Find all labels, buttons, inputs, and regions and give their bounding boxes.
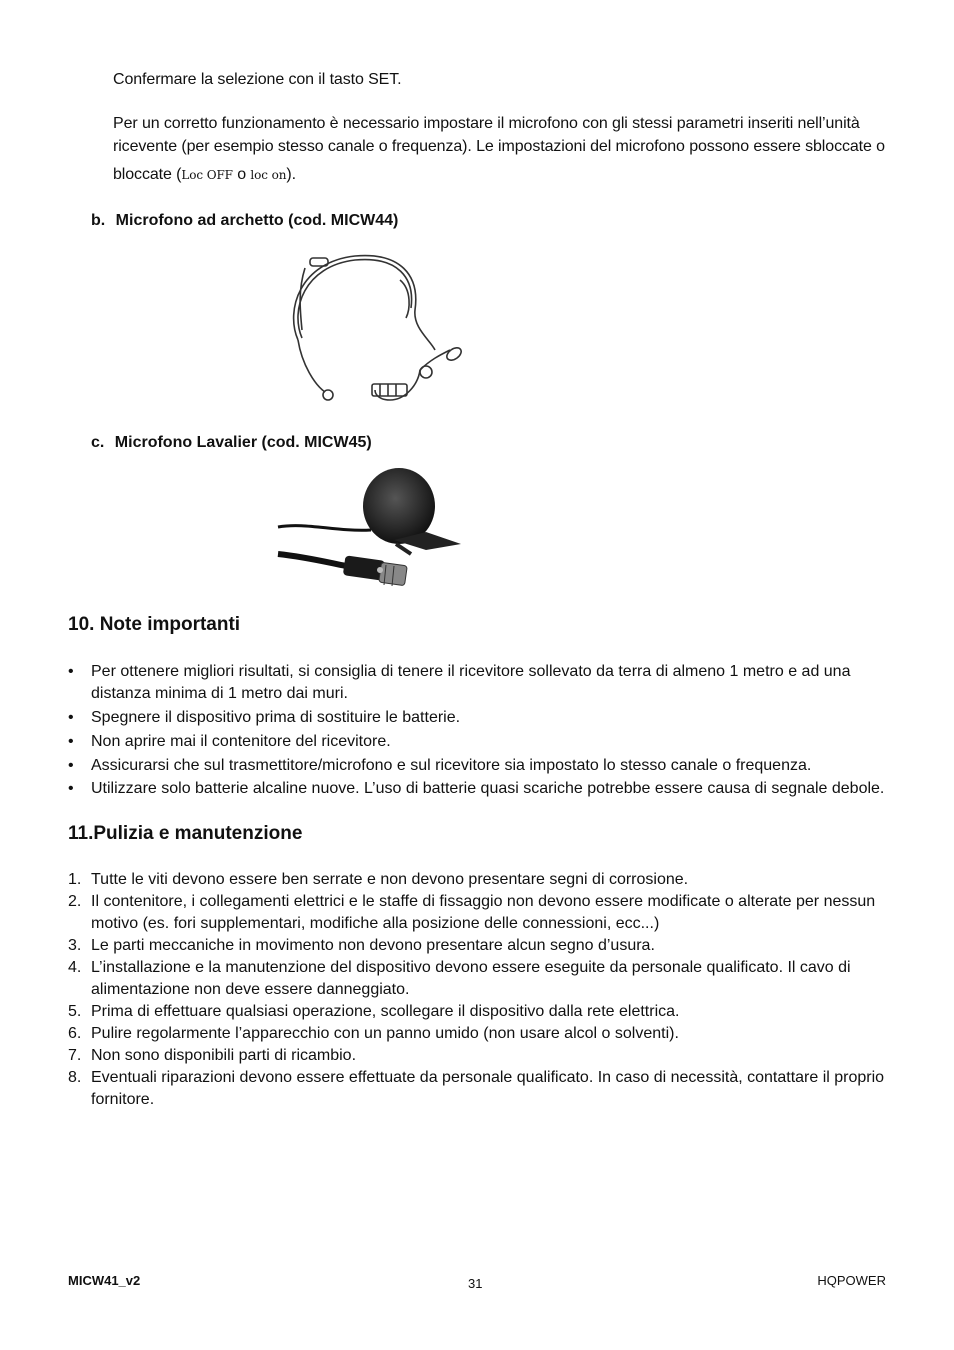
bullet-marker: • [68,733,74,750]
page-number: 31 [468,1276,483,1291]
list-item: • Utilizzare solo batterie alcaline nuove. L’uso di batterie quasi scariche potrebbe essere causa di segnale debole. [68,778,888,800]
section-c-label: c. [91,434,105,451]
lavalier-microphone-image [276,462,466,604]
bullet-marker: • [68,780,74,797]
section-c-title: Microfono Lavalier (cod. MICW45) [114,434,372,451]
item-number: 5. [68,1003,82,1020]
bullet-marker: • [68,757,74,774]
item-number: 2. [68,893,82,910]
section-11-heading: 11.Pulizia e manutenzione [68,823,303,844]
bullet-marker: • [68,663,74,680]
list-item: • Spegnere il dispositivo prima di sostituire le batterie. [68,707,888,729]
section-b-heading [91,212,398,230]
intro-paragraph-main: Per un corretto funzionamento è necessario impostare il microfono con gli stessi parametri inseriti nell’unità ricevente (per esempio stesso canale o frequenza). Le impostazioni del microfono possono essere sbloccate o [113,115,885,155]
list-item: 2. Il contenitore, i collegamenti elettrici e le staffe di fissaggio non devono essere modificate o alterate per nessun motivo (es. fori supplementari, modifiche alla posizione delle connessioni, ecc...) [68,893,876,932]
tail-prefix: bloccate ( [113,166,182,183]
list-item: 4. L’installazione e la manutenzione del dispositivo devono essere eseguite da personale qualificato. Il cavo di alimentazione non deve essere danneggiato. [68,959,851,998]
list-item: 1. Tutte le viti devono essere ben serrate e non devono presentare segni di corrosione. [68,869,888,891]
footer-brand: HQPOWER [817,1273,886,1288]
item-number: 1. [68,871,82,888]
list-item: 8. Eventuali riparazioni devono essere effettuate da personale qualificato. In caso di necessità, contattare il proprio fornitore. [68,1069,885,1108]
section-b-label: b. [91,212,106,229]
item-number: 4. [68,959,82,976]
item-number: 6. [68,1025,82,1042]
section-10-heading: 10. Note importanti [68,614,241,635]
intro-line: Confermare la selezione con il tasto SET. [113,71,402,88]
tail-suffix: ). [286,166,296,183]
tail-conj: o [232,166,251,183]
footer-model: MICW41_v2 [68,1273,141,1288]
important-notes-list [68,661,888,800]
section-b-title: Microfono ad archetto (cod. MICW44) [115,212,399,229]
list-item: • Assicurarsi che sul trasmettitore/microfono e sul ricevitore sia impostato lo stesso canale o frequenza. [68,755,888,777]
loc-off-label: Loc OFF [181,168,233,182]
intro-paragraph [113,112,893,187]
list-item: • Per ottenere migliori risultati, si consiglia di tenere il ricevitore sollevato da terra di almeno 1 metro e ad una distanza minima di 1 metro dai muri. [68,663,851,702]
item-number: 8. [68,1069,82,1086]
list-item: 7. Non sono disponibili parti di ricambio. [68,1045,888,1067]
list-item: 3. Le parti meccaniche in movimento non devono presentare alcun segno d’usura. [68,935,888,957]
section-c-heading [91,434,372,452]
bullet-marker: • [68,709,74,726]
intro-paragraph-tail [113,163,893,187]
item-number: 7. [68,1047,82,1064]
loc-on-label: loc on [250,168,287,182]
list-item: 6. Pulire regolarmente l’apparecchio con un panno umido (non usare alcol o solventi). [68,1023,888,1045]
list-item: • Non aprire mai il contenitore del ricevitore. [68,731,888,753]
item-number: 3. [68,937,82,954]
headset-microphone-image [280,250,470,410]
maintenance-list [68,869,888,1111]
list-item: 5. Prima di effettuare qualsiasi operazione, scollegare il dispositivo dalla rete elettrica. [68,1001,888,1023]
